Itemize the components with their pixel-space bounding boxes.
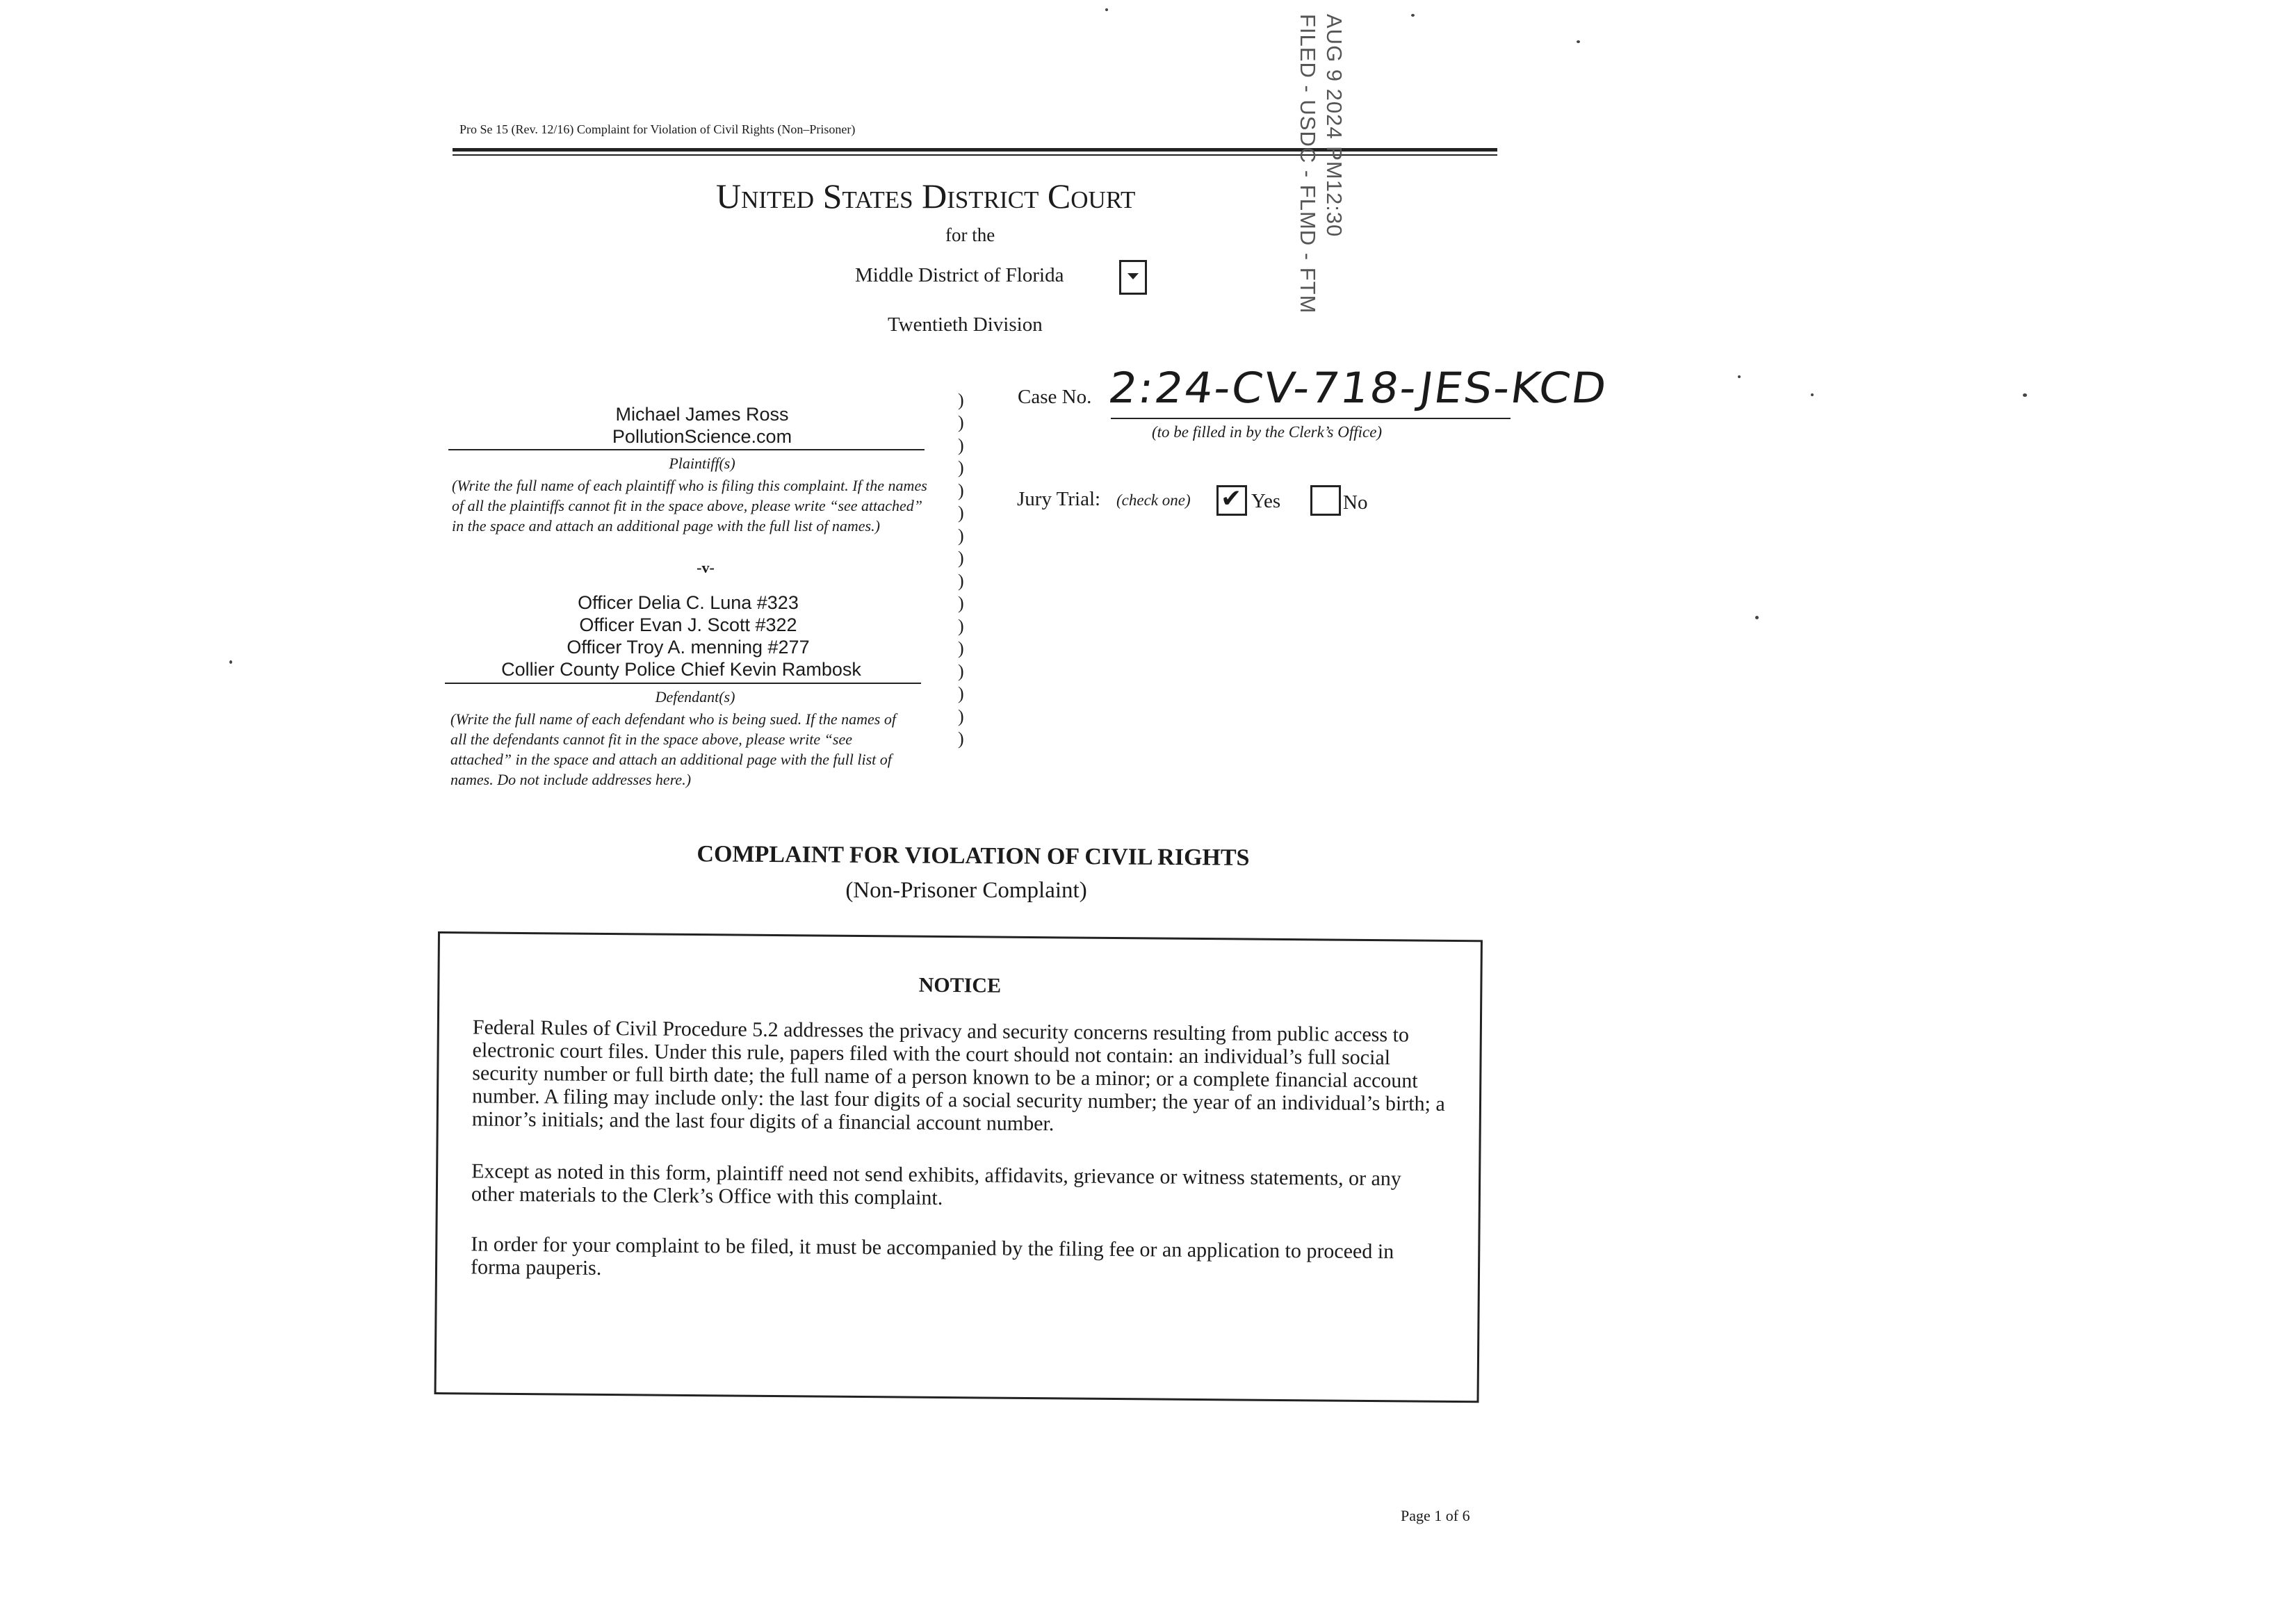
- caption-paren: ): [958, 638, 964, 658]
- complaint-subtitle: (Non-Prisoner Complaint): [845, 878, 1087, 903]
- versus: -v-: [697, 559, 715, 576]
- plaintiff-instructions: (Write the full name of each plaintiff who is filing this complaint. If the names of all the plaintiffs cannot fit in the space above, please write “see attached” in the space and attach an additional page with the full list of names.): [452, 477, 927, 535]
- district-dropdown[interactable]: [1119, 260, 1147, 295]
- notice-paragraph-exhibits: Except as noted in this form, plaintiff need not send exhibits, affidavits, grievance or witness statements, or any other materials to the Clerk’s Office with this complaint.: [471, 1159, 1402, 1209]
- scan-speck: [229, 660, 232, 664]
- defendant-rule: [445, 683, 921, 684]
- court-for-the: for the: [945, 225, 995, 245]
- case-number[interactable]: 2:24-CV-718-JES-KCD: [1105, 364, 1611, 414]
- defendant-name: Collier County Police Chief Kevin Rambosk: [501, 659, 861, 680]
- defendant-name: Officer Evan J. Scott #322: [579, 614, 797, 635]
- scan-speck: [2023, 393, 2027, 397]
- caption-paren: ): [958, 480, 964, 500]
- checkmark-icon: ✔: [1221, 484, 1242, 513]
- page-number: Page 1 of 6: [1401, 1507, 1470, 1524]
- scan-speck: [1577, 40, 1580, 43]
- plaintiff-rule: [448, 449, 925, 450]
- caption-paren: ): [958, 683, 964, 703]
- notice-paragraph-privacy: Federal Rules of Civil Procedure 5.2 addresses the privacy and security concerns resulting from public access to electronic court files. Under this rule, papers filed with the court should not contain: an individual’s full social security number or full birth date; the full name of a person known to be a minor; or a complete financial account number. A filing may include only: the last four digits of a social security number; the year of an individual’s birth; a minor’s initials; and the last four digits of a financial account number.: [471, 1016, 1445, 1136]
- caption-paren: ): [958, 571, 964, 591]
- scan-speck: [1738, 375, 1741, 378]
- case-note: (to be filled in by the Clerk’s Office): [1152, 423, 1383, 441]
- court-division: Twentieth Division: [888, 313, 1043, 336]
- case-no-rule: [1111, 418, 1511, 419]
- jury-yes-label: Yes: [1251, 490, 1281, 512]
- caption-paren: ): [958, 457, 964, 478]
- jury-no-label: No: [1343, 491, 1368, 514]
- defendant-label: Defendant(s): [655, 688, 735, 706]
- jury-yes-checkbox[interactable]: [1216, 485, 1247, 516]
- defendant-name: Officer Troy A. menning #277: [567, 637, 810, 658]
- caption-paren: ): [958, 548, 964, 568]
- jury-label: Jury Trial:: [1017, 488, 1101, 510]
- scan-speck: [1811, 393, 1814, 396]
- scan-speck: [1105, 8, 1108, 11]
- form-id: Pro Se 15 (Rev. 12/16) Complaint for Violation of Civil Rights (Non–Prisoner): [459, 122, 856, 136]
- complaint-title: COMPLAINT FOR VIOLATION OF CIVIL RIGHTS: [697, 841, 1250, 871]
- notice-heading: NOTICE: [918, 973, 1002, 997]
- caption-paren: ): [958, 503, 964, 523]
- caption-paren: ): [958, 525, 964, 546]
- court-name: United States District Court: [716, 177, 1136, 215]
- dropdown-arrow-icon: [1127, 273, 1139, 279]
- jury-check-one: (check one): [1116, 491, 1191, 509]
- stamp-filed: FILED - USDC - FLMD - FTM: [1296, 14, 1320, 314]
- plaintiff-label: Plaintiff(s): [669, 455, 735, 472]
- court-district: Middle District of Florida: [855, 264, 1064, 286]
- plaintiff-org: PollutionScience.com: [612, 426, 792, 447]
- caption-paren: ): [958, 728, 964, 749]
- notice-paragraph-fee: In order for your complaint to be filed, it must be accompanied by the filing fee or an application to proceed in forma pauperis.: [470, 1232, 1394, 1280]
- caption-paren: ): [958, 390, 964, 410]
- scan-speck: [1755, 616, 1759, 619]
- defendant-name: Officer Delia C. Luna #323: [578, 592, 799, 613]
- caption-paren: ): [958, 616, 964, 636]
- caption-paren: ): [958, 661, 964, 681]
- defendant-instructions: (Write the full name of each defendant who is being sued. If the names of all the defendants cannot fit in the space above, please write “see attached” in the space and attach an additional page with the full list of names. Do not include addresses here.): [450, 710, 896, 788]
- scan-speck: [1411, 14, 1415, 17]
- filing-stamp: [1292, 14, 1347, 320]
- caption-paren: ): [958, 435, 964, 455]
- jury-no-checkbox[interactable]: [1310, 485, 1341, 516]
- notice-box: [434, 931, 1483, 1403]
- caption-paren: ): [958, 593, 964, 613]
- caption-paren: ): [958, 706, 964, 726]
- caption-paren: ): [958, 412, 964, 432]
- case-no-label: Case No.: [1018, 386, 1092, 408]
- stamp-date: AUG 9 2024 PM12:30: [1322, 14, 1346, 238]
- plaintiff-name: Michael James Ross: [615, 404, 789, 425]
